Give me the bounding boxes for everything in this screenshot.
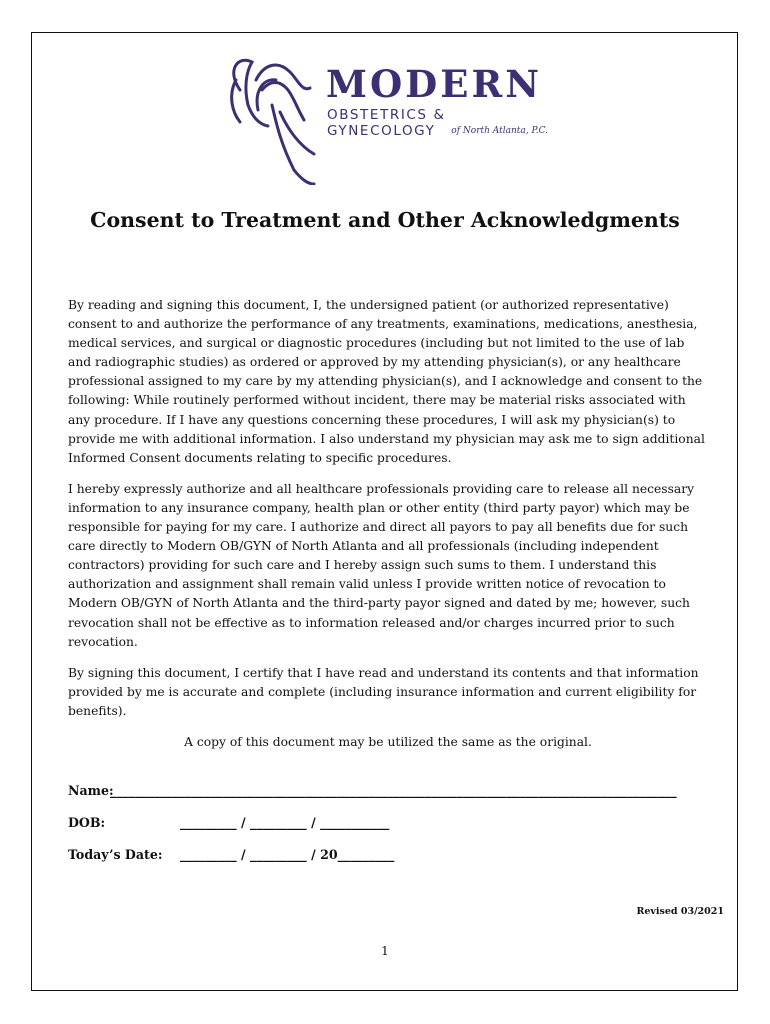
logo-location: of North Atlanta, P.C. <box>451 126 548 136</box>
revision-note: Revised 03/2021 <box>636 906 724 917</box>
certification-paragraph: By signing this document, I certify that I have read and understand its contents and that information provided by me is accurate and complete (including insurance information and current eligibility for benefits). <box>68 665 699 718</box>
page-number: 1 <box>381 944 389 958</box>
document-title: Consent to Treatment and Other Acknowledgments <box>90 208 680 232</box>
name-row <box>68 783 688 815</box>
dob-row <box>68 815 688 847</box>
name-label: Name: <box>68 783 114 798</box>
name-field[interactable]: __________________________________________________________________________________________ <box>110 783 677 798</box>
consent-paragraph: By reading and signing this document, I, the undersigned patient (or authorized representative) consent to and authorize the performance of any treatments, examinations, medications, anesthesia, medical services, and surgical or diagnostic procedures (including but not limited to the use of lab and radiographic studies) as ordered or approved by my attending physician(s), or any healthcare professional assigned to my care by my attending physician(s), and I acknowledge and consent to the following: While routinely performed without incident, there may be material risks associated with any procedure. If I have any questions concerning these procedures, I will ask my physician(s) to provide me with additional information. I also understand my physician may ask me to sign additional Informed Consent documents relating to specific procedures. <box>68 298 705 465</box>
dob-label: DOB: <box>68 815 106 830</box>
practice-logo <box>218 50 558 185</box>
authorization-paragraph: I hereby expressly authorize and all healthcare professionals providing care to release all necessary information to any insurance company, health plan or other entity (third party payor) which may be responsible for paying for my care. I authorize and direct all payors to pay all benefits due for such care directly to Modern OB/GYN of North Atlanta and all professionals (including independent contractors) providing for such care and I hereby assign such sums to them. I understand this authorization and assignment shall remain valid unless I provide written notice of revocation to Modern OB/GYN of North Atlanta and the third-party payor signed and dated by me; however, such revocation shall not be effective as to information released and/or charges incurred prior to such revocation. <box>68 481 695 649</box>
logo-subtitle: OBSTETRICS & GYNECOLOGY <box>327 107 446 139</box>
logo-wordmark: MODERN <box>326 62 543 106</box>
signature-fields <box>68 783 688 879</box>
copy-note: A copy of this document may be utilized the same as the original. <box>184 734 592 749</box>
todays-date-field[interactable]: _________ / _________ / 20_________ <box>180 847 395 862</box>
dob-field[interactable]: _________ / _________ / ___________ <box>180 815 390 830</box>
todays-date-label: Today’s Date: <box>68 847 163 862</box>
document-body <box>68 296 708 764</box>
date-row <box>68 847 688 879</box>
